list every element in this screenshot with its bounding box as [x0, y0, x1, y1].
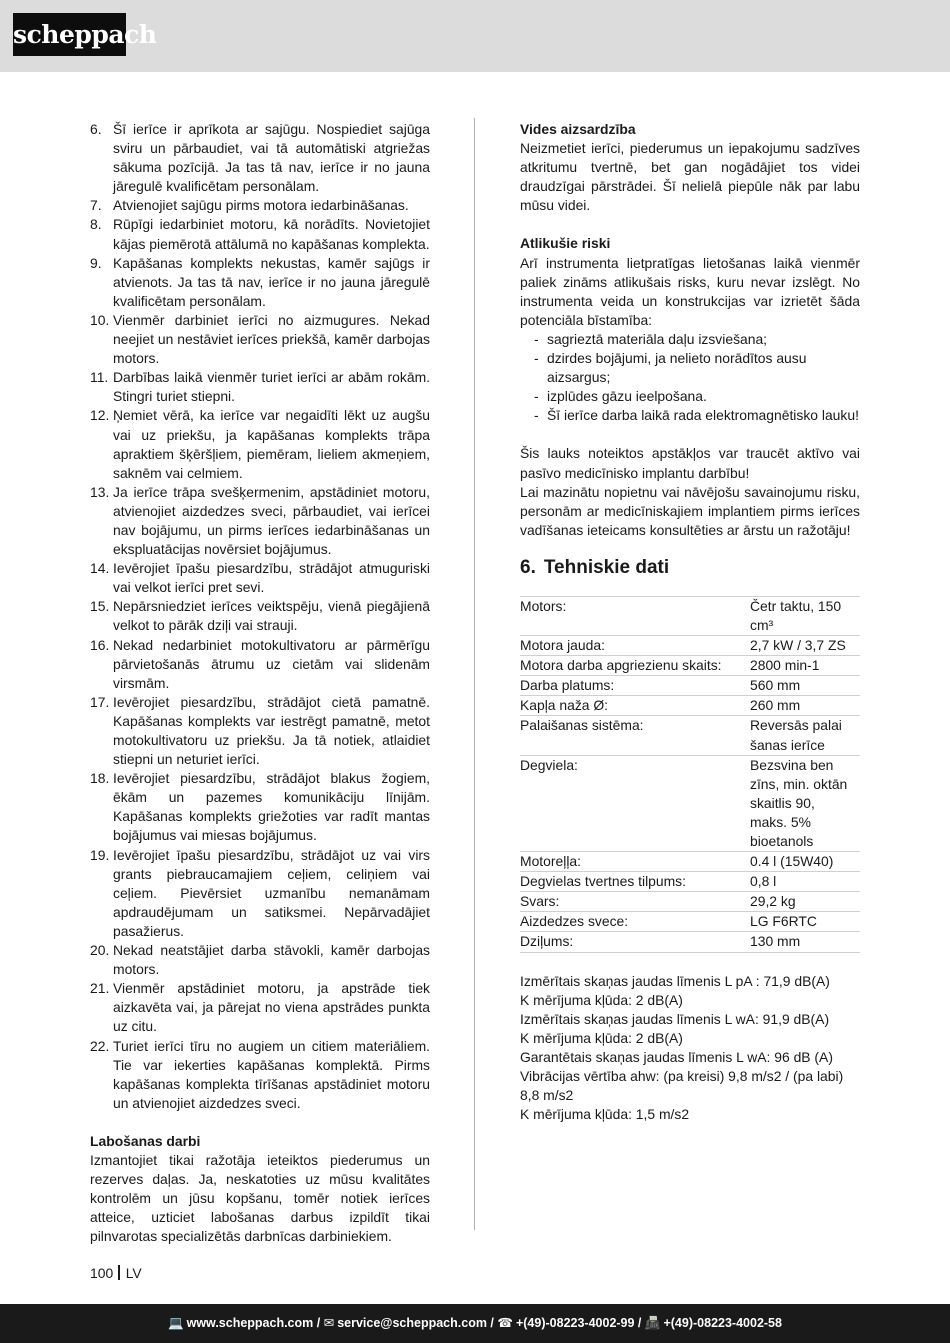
page-number-value: 100	[90, 1265, 114, 1281]
header-bar	[0, 0, 950, 72]
measurement-line: K mērījuma kļūda: 2 dB(A)	[520, 991, 683, 1008]
list-item: 13. Ja ierīce trāpa svešķermenim, apstādiniet motoru, atvienojiet aizdedzes sveci, pārbaudiet, vai ierīcei nav bojājumu, un pirms ierīces iedarbināšanas un ekspluatācijas novērsiet bojājumus.	[90, 483, 430, 558]
spec-label: Motora darba apgriezienu skaits:	[520, 656, 750, 676]
spec-label: Aizdedzes svece:	[520, 912, 750, 932]
spec-label: Motoreļļa:	[520, 852, 750, 872]
right-column	[520, 120, 860, 1124]
list-item: 11. Darbības laikā vienmēr turiet ierīci ar abām rokām. Stingri turiet stiepni.	[90, 369, 430, 405]
spec-value: 2,7 kW / 3,7 ZS	[750, 636, 860, 656]
measurement-line: Izmērītais skaņas jaudas līmenis L wA: 91,9 dB(A)	[520, 1010, 830, 1027]
measurement-values	[520, 972, 860, 1125]
table-row	[520, 656, 860, 676]
spec-value: Četr taktu, 150 cm³	[750, 596, 860, 635]
spec-value: 260 mm	[750, 696, 860, 716]
table-row	[520, 892, 860, 912]
left-column	[90, 120, 430, 1246]
page-language: LV	[125, 1265, 142, 1281]
computer-icon: 💻	[168, 1316, 184, 1330]
environment-text: Neizmetiet ierīci, piederumus un iepakojumu sadzīves atkritumu tvertnē, bet gan nogādājiet tos videi draudzīgai pārstrādei. Šī nelielā piepūle nāk par labu mūsu videi.	[520, 140, 860, 214]
list-item: 22. Turiet ierīci tīru no augiem un citiem materiāliem. Tie var iekerties kapāšanas komplektā. Pirms kapāšanas komplekta tīrīšanas apstādiniet motoru un atvienojiet aizdedzes sveci.	[90, 1037, 430, 1111]
list-item: 7. Atvienojiet sajūgu pirms motora iedarbināšanas.	[90, 197, 409, 214]
list-item: 20. Nekad neatstājiet darba stāvokli, kamēr darbojas motors.	[90, 942, 430, 978]
list-item: 15. Nepārsniedziet ierīces veiktspēju, vienā piegājienā velkot to pārāk dziļi vai strauji.	[90, 598, 430, 634]
list-item: 14. Ievērojiet īpašu piesardzību, strādājot atmuguriski vai velkot ierīci pret sevi.	[90, 560, 430, 596]
spec-label: Kapļa naža Ø:	[520, 696, 750, 716]
spec-value: 29,2 kg	[750, 892, 860, 912]
residual-risks-list	[520, 330, 860, 425]
implant-advice: Lai mazinātu nopietnu vai nāvējošu savainojumu risku, personām ar medicīniskajiem implantiem pirms ierīces vadīšanas ieteicams konsultēties ar ārstu un ražotāju!	[520, 483, 860, 538]
footer-email[interactable]: service@scheppach.com /	[337, 1316, 494, 1330]
table-row	[520, 872, 860, 892]
list-item: 16. Nekad nedarbiniet motokultivatoru ar pārmērīgu pārvietošanās ātrumu uz cietām vai slidenām virsmām.	[90, 636, 430, 691]
phone-icon: ☎	[497, 1316, 513, 1330]
footer-website[interactable]: www.scheppach.com /	[186, 1316, 321, 1330]
table-row	[520, 716, 860, 755]
fax-icon: 📠	[644, 1316, 661, 1330]
residual-risks-intro: Arī instrumenta lietpratīgas lietošanas laikā vienmēr paliek zināms atlikušais risks, kuru nevar izslēgt. No instrumenta veida un konstrukcijas var izrietēt šāda potenciāla bīstamība:	[520, 254, 860, 328]
repair-text: Izmantojiet tikai ražotāja ieteiktos piederumus un rezerves daļas. Ja, neskatoties uz mūsu kvalitātes kontrolēm un jūsu kopšanu, tomēr notiek ierīces atteice, uzticiet labošanas darbus izpildīt tikai pilnvarotas specializētās darbnīcas darbiniekiem.	[90, 1151, 430, 1245]
spec-value: 0,8 l	[750, 872, 860, 892]
list-item: 17. Ievērojiet piesardzību, strādājot cietā pamatnē. Kapāšanas komplekts var iestrēgt pamatnē, metot motokultivatoru uz priekšu. Ja tā notiek, atlaidiet stiepni un neturiet ierīci.	[90, 693, 430, 768]
measurement-line: Vibrācijas vērtība ahw: (pa kreisi) 9,8 m/s2 / (pa labi) 8,8 m/s2	[520, 1068, 844, 1104]
list-item: 18. Ievērojiet piesardzību, strādājot blakus žogiem, ēkām un pazemes komunikāciju līnijām. Kapāšanas komplekts griežoties var radīt mantas bojājumus vai miesas bojājumus.	[90, 770, 430, 844]
spec-value: 2800 min-1	[750, 656, 860, 676]
measurement-line: K mērījuma kļūda: 2 dB(A)	[520, 1029, 683, 1046]
table-row	[520, 852, 860, 872]
spec-value: 130 mm	[750, 932, 860, 952]
footer-phone: +(49)-08223-4002-99 /	[515, 1316, 642, 1330]
list-item: 8. Rūpīgi iedarbiniet motoru, kā norādīts. Novietojiet kājas piemērotā attālumā no kapāšanas komplekta.	[90, 216, 430, 252]
environment-heading: Vides aizsardzība	[520, 121, 636, 137]
section-title	[520, 556, 860, 580]
spec-label: Motora jauda:	[520, 636, 750, 656]
spec-value: Bezsvina ben zīns, min. oktān skaitlis 90, maks. 5% bioetanols	[750, 755, 860, 851]
measurement-line: K mērījuma kļūda: 1,5 m/s2	[520, 1106, 690, 1123]
spec-label: Motors:	[520, 596, 750, 635]
list-item: - izplūdes gāzu ieelpošana.	[534, 388, 707, 405]
spec-label: Degviela:	[520, 755, 750, 851]
list-item: 21. Vienmēr apstādiniet motoru, ja apstrāde tiek aizkavēta vai, ja pārejat no viena apstrādes punkta uz citu.	[90, 980, 430, 1035]
list-item: - sagrieztā materiāla daļu izsviešana;	[534, 330, 768, 347]
safety-instructions-list	[90, 120, 430, 1113]
brand-logo: scheppach	[13, 13, 126, 56]
technical-data-table	[520, 596, 860, 953]
list-item: 6. Šī ierīce ir aprīkota ar sajūgu. Nospiediet sajūga sviru un pārbaudiet, vai tā automātiski atgriežas sākuma pozīcijā. Ja tas tā nav, ierīce ir no jauna jāregulē kvalificētam personālam.	[90, 121, 430, 195]
spec-value: LG F6RTC	[750, 912, 860, 932]
spec-label: Palaišanas sistēma:	[520, 716, 750, 755]
list-item: - dzirdes bojājumi, ja nelieto norādītos ausu aizsargus;	[534, 350, 807, 386]
list-item: 12. Ņemiet vērā, ka ierīce var negaidīti lēkt uz augšu vai uz priekšu, ja kapāšanas komplekts trāpa apraktiem šķēršļiem, piemēram, lieliem akmeņiem, saknēm vai celmiem.	[90, 407, 430, 481]
spec-label: Dziļums:	[520, 932, 750, 952]
table-row	[520, 696, 860, 716]
spec-value: 0.4 l (15W40)	[750, 852, 860, 872]
footer-fax: +(49)-08223-4002-58	[663, 1316, 782, 1330]
section-number: 6.	[520, 556, 536, 578]
list-item: 9. Kapāšanas komplekts nekustas, kamēr sajūgs ir atvienots. Ja tas tā nav, ierīce ir no jauna jāregulē kvalificētam personālam.	[90, 254, 430, 309]
spec-label: Svars:	[520, 892, 750, 912]
footer-bar	[0, 1304, 950, 1343]
list-item: 10. Vienmēr darbiniet ierīci no aizmugures. Nekad neejiet un nestāviet ierīces priekšā, kamēr darbojas motors.	[90, 311, 430, 367]
measurement-line: Garantētais skaņas jaudas līmenis L wA: 96 dB (A)	[520, 1048, 833, 1065]
list-item: 19. Ievērojiet īpašu piesardzību, strādājot uz vai virs grants piebraucamajiem ceļiem, celiņiem vai ceļiem. Pievērsiet uzmanību nemanāmam apdraudējumam un satiksmei. Nepārvadājiet pasažierus.	[90, 846, 430, 939]
table-row	[520, 912, 860, 932]
measurement-line: Izmērītais skaņas jaudas līmenis L pA : 71,9 dB(A)	[520, 972, 830, 989]
column-divider	[474, 118, 475, 1230]
repair-heading: Labošanas darbi	[90, 1132, 201, 1149]
spec-value: Reversās palai šanas ierīce	[750, 716, 860, 755]
emf-warning: Šis lauks noteiktos apstākļos var traucēt aktīvo vai pasīvo medicīnisko implantu darbību!	[520, 445, 860, 481]
email-icon: ✉	[323, 1316, 335, 1330]
residual-risks-heading: Atlikušie riski	[520, 235, 611, 252]
spec-label: Darba platums:	[520, 676, 750, 696]
table-row	[520, 932, 860, 952]
list-item: - Šī ierīce darba laikā rada elektromagnētisko lauku!	[534, 407, 859, 424]
table-row	[520, 755, 860, 851]
table-row	[520, 636, 860, 656]
section-title-text: Tehniskie dati	[543, 556, 670, 578]
table-row	[520, 596, 860, 635]
table-row	[520, 676, 860, 696]
page-number	[90, 1265, 142, 1281]
spec-value: 560 mm	[750, 676, 860, 696]
spec-label: Degvielas tvertnes tilpums:	[520, 872, 750, 892]
